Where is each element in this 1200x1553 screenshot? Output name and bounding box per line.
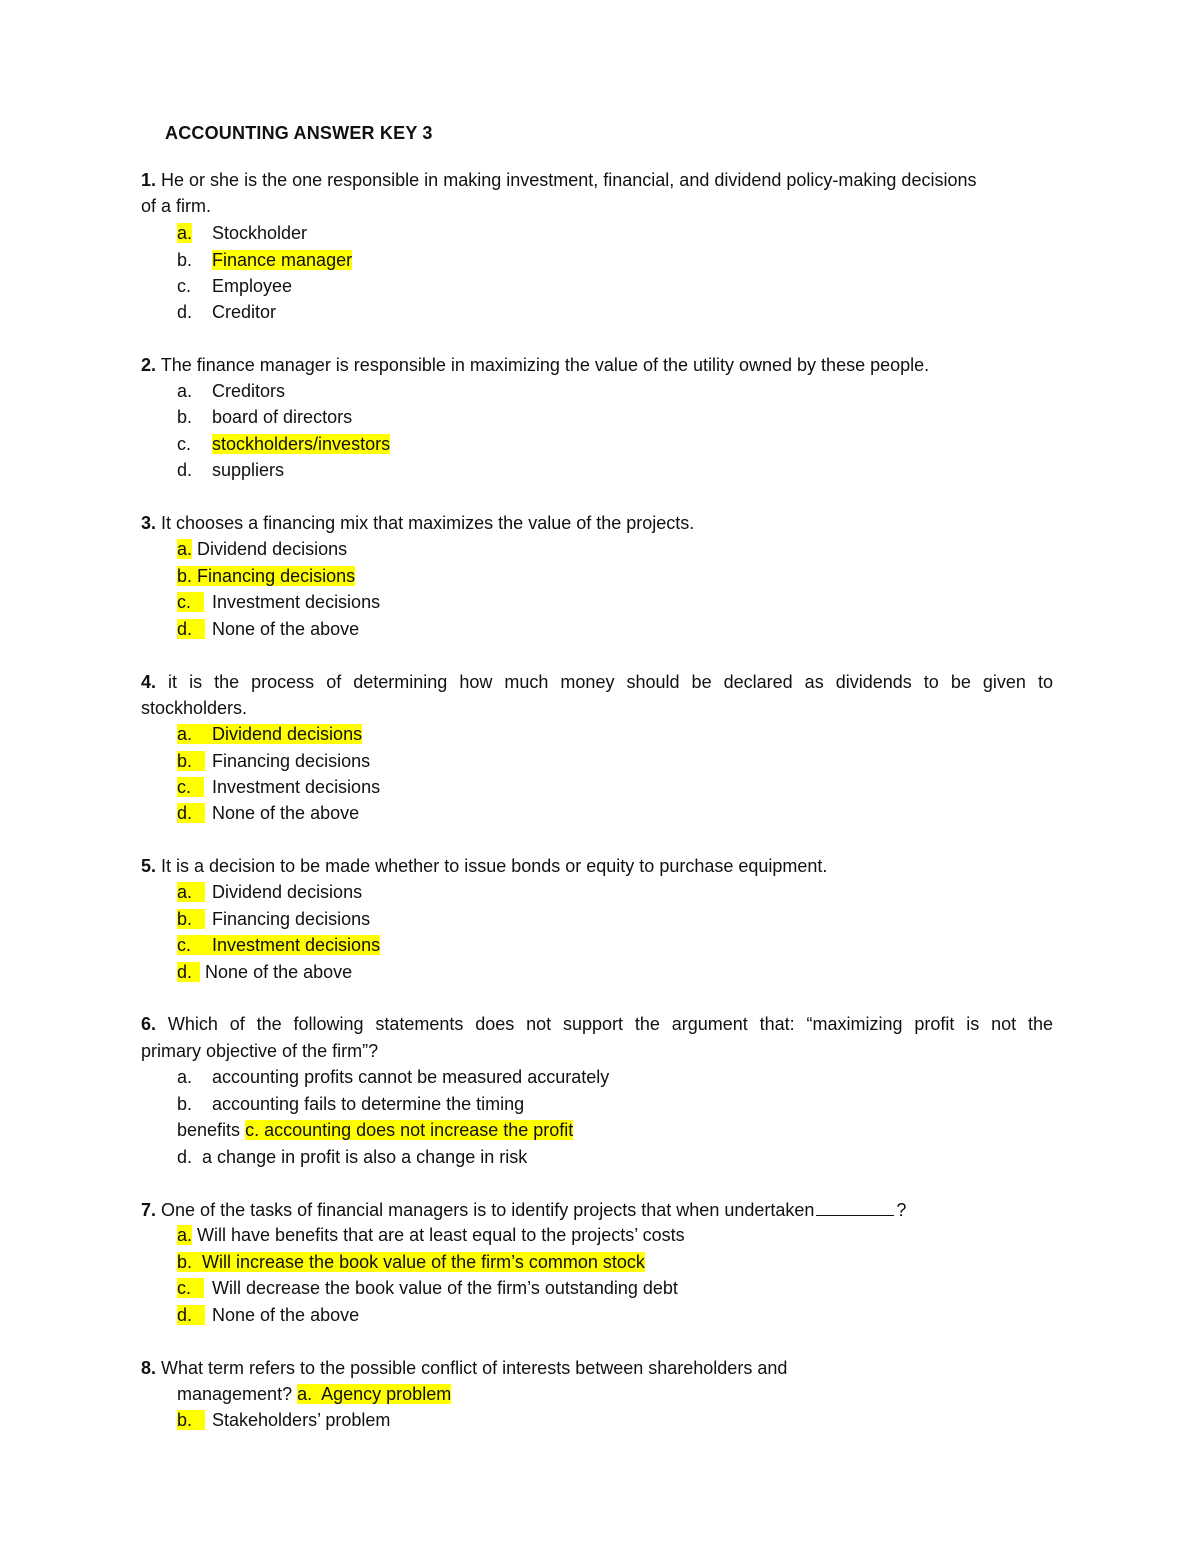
- question-5: [141, 854, 1053, 878]
- option-d: d. suppliers: [177, 460, 285, 480]
- option-c: c. Will decrease the book value of the firm’s outstanding debt: [177, 1278, 678, 1298]
- question-number: 4.: [141, 672, 157, 692]
- option-b: b. Financing decisions: [177, 751, 371, 771]
- option-c: c. Investment decisions: [177, 777, 381, 797]
- option-a: a. accounting profits cannot be measured accurately: [177, 1067, 610, 1087]
- question-1-continued: of a firm.: [141, 196, 212, 216]
- question-number: 6.: [141, 1014, 157, 1034]
- question-number: 5.: [141, 856, 157, 876]
- option-b: b. Finance manager: [177, 250, 353, 270]
- question-7: 7. One of the tasks of financial managers is to identify projects that when undertaken ?: [141, 1197, 1053, 1222]
- option-c: c. stockholders/investors: [177, 434, 391, 454]
- option-b: b. board of directors: [177, 407, 353, 427]
- question-number: 2.: [141, 355, 157, 375]
- question-8: [141, 1356, 1053, 1380]
- option-a: a. Dividend decisions: [177, 882, 363, 902]
- question-8-continued: management? a. Agency problem: [177, 1384, 452, 1404]
- question-1: [141, 168, 1053, 192]
- option-b: b. Financing decisions: [177, 909, 371, 929]
- option-c: c. Investment decisions: [177, 592, 381, 612]
- question-text: It is a decision to be made whether to issue bonds or equity to purchase equipment.: [161, 856, 828, 876]
- question-text: He or she is the one responsible in making investment, financial, and dividend policy-making decisions: [161, 170, 977, 190]
- option-c: benefits c. accounting does not increase the profit: [177, 1120, 574, 1140]
- question-text: It chooses a financing mix that maximizes the value of the projects.: [161, 513, 695, 533]
- option-b: b. Will increase the book value of the firm’s common stock: [177, 1252, 645, 1272]
- option-d: d. None of the above: [177, 962, 353, 982]
- option-d: d. None of the above: [177, 619, 360, 639]
- option-d: d. a change in profit is also a change in risk: [177, 1147, 528, 1167]
- option-c: c. Investment decisions: [177, 935, 381, 955]
- option-a: a. Dividend decisions: [177, 539, 348, 559]
- question-number: 8.: [141, 1358, 157, 1378]
- question-text: One of the tasks of financial managers is to identify projects that when undertaken: [161, 1200, 815, 1220]
- option-a: a. Will have benefits that are at least equal to the projects’ costs: [177, 1225, 685, 1245]
- option-c: c. Employee: [177, 276, 293, 296]
- question-6: [141, 1012, 1053, 1036]
- option-a: a. Stockholder: [177, 223, 308, 243]
- question-text: it is the process of determining how much money should be declared as dividends to be given to: [168, 672, 1053, 692]
- option-b: b. Financing decisions: [177, 566, 356, 586]
- question-text: The finance manager is responsible in maximizing the value of the utility owned by these people.: [160, 355, 930, 375]
- question-2: [141, 353, 1053, 377]
- option-d: d. None of the above: [177, 803, 360, 823]
- question-text: What term refers to the possible conflict of interests between shareholders and: [161, 1358, 788, 1378]
- option-a: a. Creditors: [177, 381, 286, 401]
- question-number: 7.: [141, 1200, 157, 1220]
- question-6-continued: primary objective of the firm”?: [141, 1041, 379, 1061]
- option-b: b. accounting fails to determine the timing: [177, 1094, 525, 1114]
- question-number: 1.: [141, 170, 157, 190]
- question-text: Which of the following statements does not support the argument that: “maximizing profit is not the: [167, 1014, 1053, 1034]
- question-4: [141, 670, 1053, 694]
- option-d: d. None of the above: [177, 1305, 360, 1325]
- option-d: d. Creditor: [177, 302, 277, 322]
- document-title: ACCOUNTING ANSWER KEY 3: [165, 123, 433, 143]
- answer-blank: [816, 1197, 894, 1216]
- question-number: 3.: [141, 513, 157, 533]
- question-4-continued: stockholders.: [141, 698, 248, 718]
- option-b: b. Stakeholders’ problem: [177, 1410, 391, 1430]
- option-a: a. Dividend decisions: [177, 724, 363, 744]
- question-3: [141, 511, 1053, 535]
